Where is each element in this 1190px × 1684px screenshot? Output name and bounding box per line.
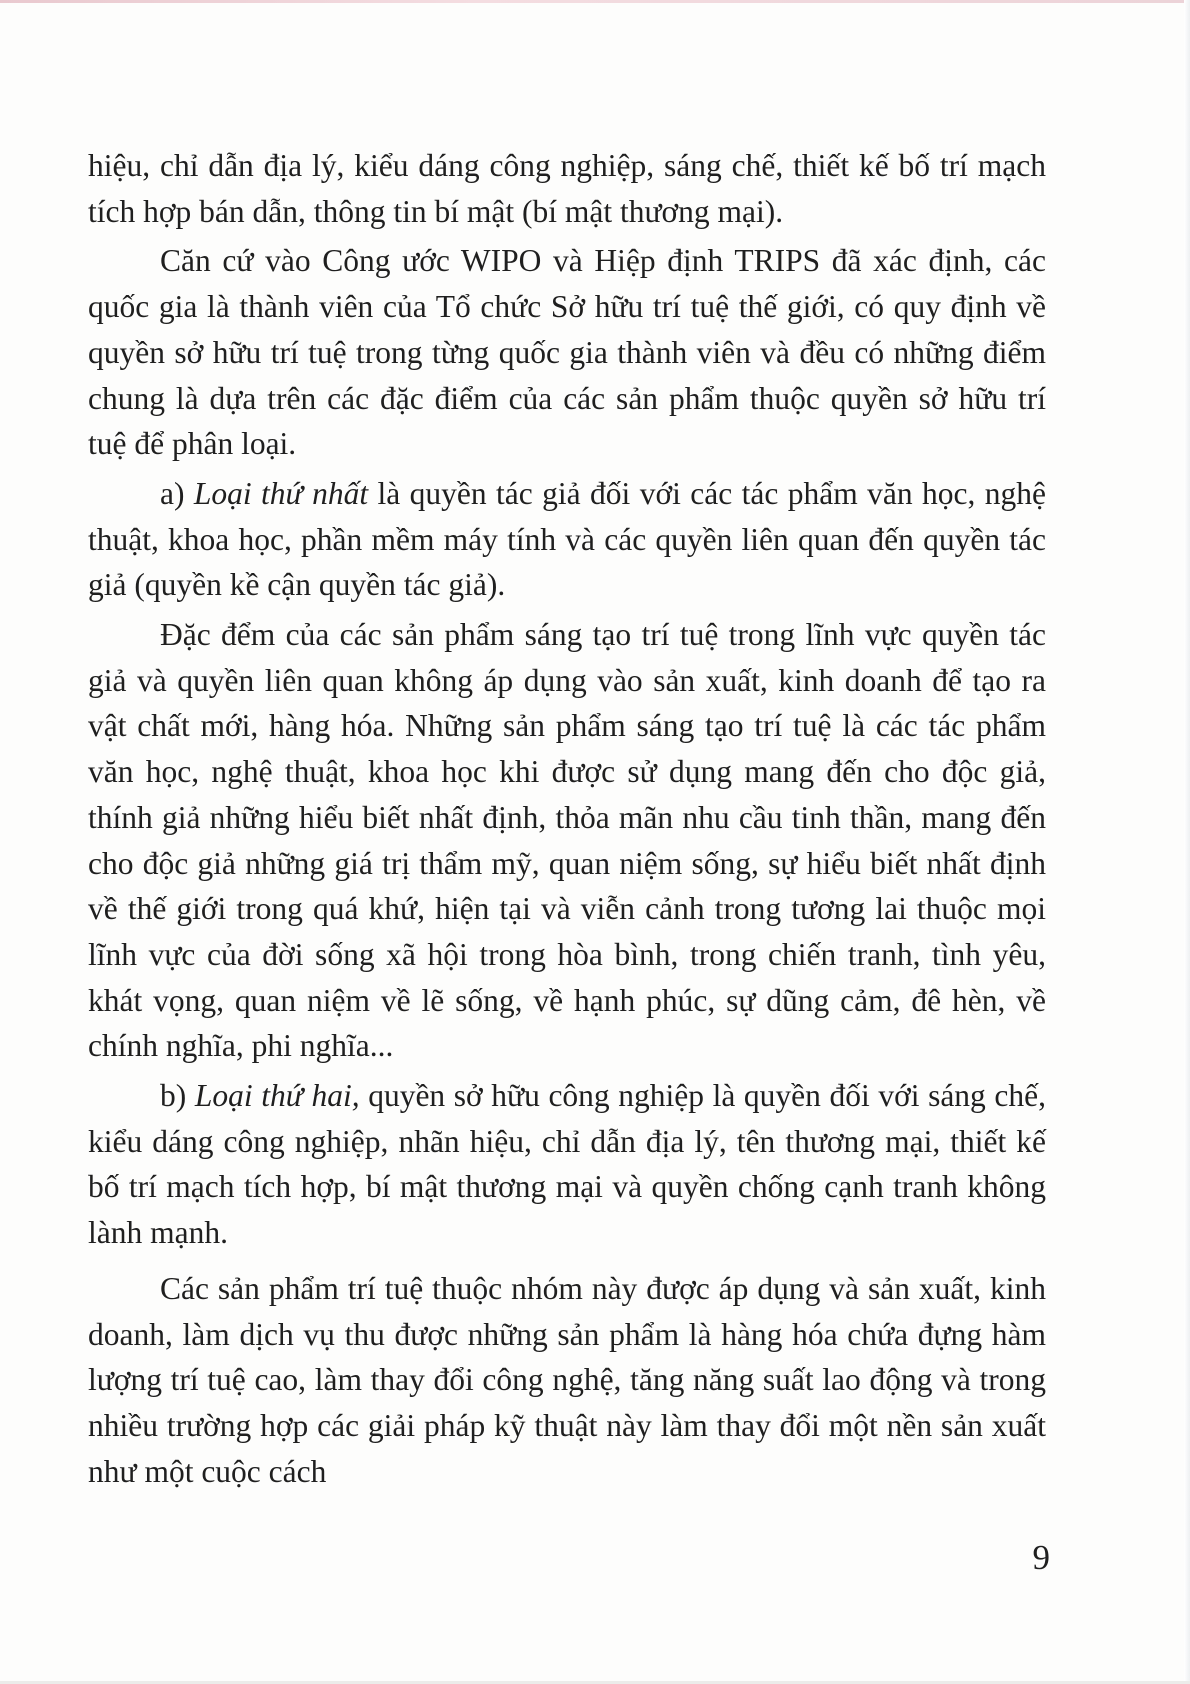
type-two-heading: Loại thứ hai, — [194, 1078, 360, 1114]
page-top-edge — [0, 0, 1190, 3]
type-one-heading: Loại thứ nhất — [193, 475, 369, 511]
type-two-text: quyền sở hữu công nghiệp là quyền đối với sáng chế, kiểu dáng công nghiệp, nhãn hiệu, chỉ dẫn địa lý, tên thương mại, thiết kế bố trí mạch tích hợp, bí mật thương mại và quyền chống cạnh tranh không lành mạnh. — [88, 1078, 1046, 1251]
type-one-text: là quyền tác giả đối với các tác phẩm văn học, nghệ thuật, khoa học, phần mềm máy tính và các quyền liên quan đến quyền tác giả (quyền kề cận quyền tác giả). — [88, 475, 1046, 603]
paragraph-continued: hiệu, chỉ dẫn địa lý, kiểu dáng công nghiệp, sáng chế, thiết kế bố trí mạch tích hợp bán dẫn, thông tin bí mật (bí mật thương mại). — [88, 148, 1046, 229]
item-marker-b: b) — [160, 1078, 195, 1114]
paragraph-industrial-products: Các sản phẩm trí tuệ thuộc nhóm này được áp dụng và sản xuất, kinh doanh, làm dịch vụ thu được những sản phẩm là hàng hóa chứa đựng hàm lượng trí tuệ cao, làm thay đổi công nghệ, tăng năng suất lao động và trong nhiều trường hợp các giải pháp kỹ thuật này làm thay đổi một nền sản xuất như một cuộc cách — [88, 1270, 1046, 1489]
paragraph-type-one — [88, 471, 1046, 608]
paragraph-type-two — [88, 1073, 1046, 1256]
paragraph-wipo-trips: Căn cứ vào Công ước WIPO và Hiệp định TRIPS đã xác định, các quốc gia là thành viên của Tổ chức Sở hữu trí tuệ thế giới, có quy định về quyền sở hữu trí tuệ trong từng quốc gia thành viên và đều có những điểm chung là dựa trên các đặc điểm của các sản phẩm thuộc quyền sở hữu trí tuệ để phân loại. — [88, 243, 1046, 462]
body-text — [88, 143, 1046, 1494]
paragraph-characteristics: Đặc đểm của các sản phẩm sáng tạo trí tuệ trong lĩnh vực quyền tác giả và quyền liên quan không áp dụng vào sản xuất, kinh doanh để tạo ra vật chất mới, hàng hóa. Những sản phẩm sáng tạo trí tuệ là các tác phẩm văn học, nghệ thuật, khoa học khi được sử dụng mang đến cho độc giả, thính giả những hiểu biết nhất định, thỏa mãn nhu cầu tinh thần, mang đến cho độc giả những giá trị thẩm mỹ, quan niệm sống, sự hiểu biết nhất định về thế giới trong quá khứ, hiện tại và viễn cảnh trong tương lai thuộc mọi lĩnh vực của đời sống xã hội trong hòa bình, trong chiến tranh, tình yêu, khát vọng, quan niệm về lẽ sống, về hạnh phúc, sự dũng cảm, đê hèn, về chính nghĩa, phi nghĩa... — [88, 617, 1046, 1064]
page-number: 9 — [1032, 1538, 1050, 1577]
item-marker-a: a) — [160, 475, 194, 511]
page-right-edge — [1184, 0, 1190, 1684]
